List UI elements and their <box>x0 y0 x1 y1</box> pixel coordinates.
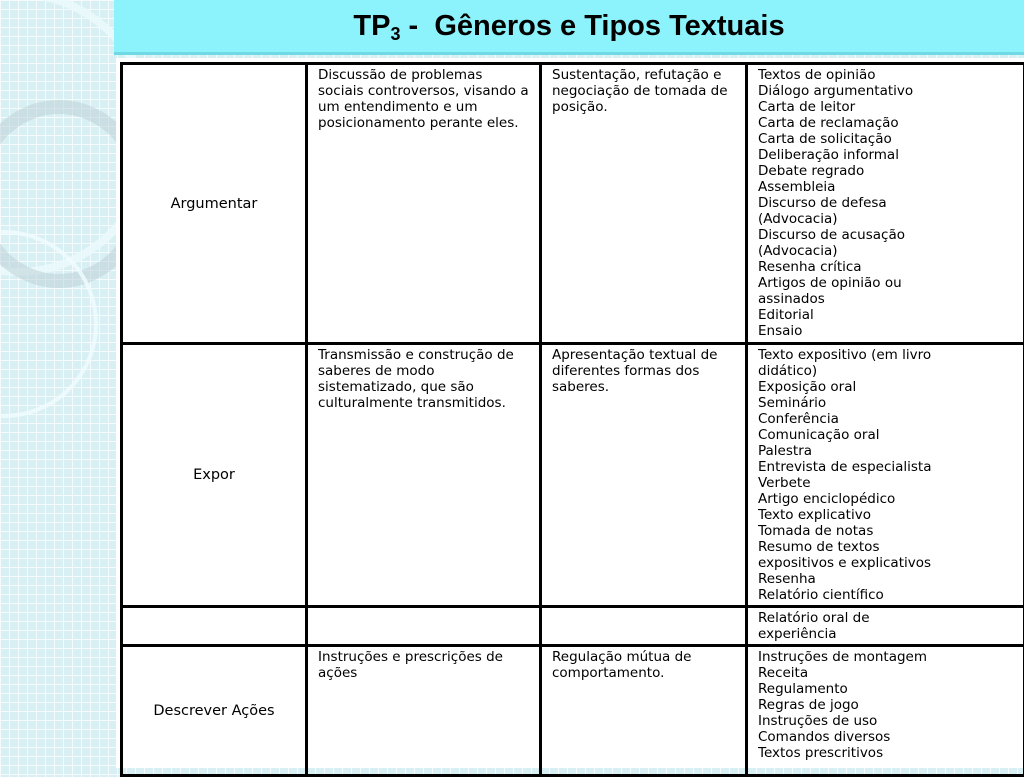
capacity-cell <box>122 64 307 344</box>
domain-text: Transmissão e construção de saberes de modo sistematizado, que são culturalmente transmitidos. <box>318 347 529 411</box>
title-bar <box>114 0 1024 55</box>
genres-table <box>120 62 1024 777</box>
table-row <box>122 64 1024 344</box>
genre-item: Carta de leitor <box>758 99 1013 115</box>
domain-text: Instruções e prescrições de ações <box>318 649 529 681</box>
genre-item: Verbete <box>758 475 1013 491</box>
genre-item: Relatório oral de <box>758 610 1013 626</box>
genre-item: Exposição oral <box>758 379 1013 395</box>
genre-item: Seminário <box>758 395 1013 411</box>
purpose-cell <box>541 646 747 776</box>
title-rest: - Gêneros e Tipos Textuais <box>400 10 784 42</box>
genre-item: Resumo de textos <box>758 539 1013 555</box>
genres-cell <box>747 64 1024 344</box>
domain-cell <box>307 646 541 776</box>
genre-item: (Advocacia) <box>758 243 1013 259</box>
genre-item: Debate regrado <box>758 163 1013 179</box>
domain-cell <box>307 344 541 607</box>
genre-item: Editorial <box>758 307 1013 323</box>
table-row <box>122 607 1024 646</box>
capacity-cell <box>122 607 307 646</box>
genre-item: Artigo enciclopédico <box>758 491 1013 507</box>
genre-item: Carta de reclamação <box>758 115 1013 131</box>
genre-item: Ensaio <box>758 323 1013 339</box>
genre-item: Texto expositivo (em livro <box>758 347 1013 363</box>
purpose-text: Sustentação, refutação e negociação de tomada de posição. <box>552 67 735 115</box>
genre-item: Texto explicativo <box>758 507 1013 523</box>
genre-item: Entrevista de especialista <box>758 459 1013 475</box>
genre-item: Instruções de montagem <box>758 649 1013 665</box>
capacity-cell <box>122 344 307 607</box>
table-row <box>122 646 1024 776</box>
genre-item: assinados <box>758 291 1013 307</box>
genre-item: Tomada de notas <box>758 523 1013 539</box>
genre-item: Deliberação informal <box>758 147 1013 163</box>
purpose-cell <box>541 64 747 344</box>
genre-item: Resenha <box>758 571 1013 587</box>
title-subscript: 3 <box>390 24 400 44</box>
genre-item: Resenha crítica <box>758 259 1013 275</box>
genre-item: Regulamento <box>758 681 1013 697</box>
purpose-cell <box>541 344 747 607</box>
genres-cell <box>747 646 1024 776</box>
capacity-label: Descrever Ações <box>133 703 295 719</box>
genre-item: Diálogo argumentativo <box>758 83 1013 99</box>
capacity-cell <box>122 646 307 776</box>
genre-item: Textos de opinião <box>758 67 1013 83</box>
genre-item: Receita <box>758 665 1013 681</box>
capacity-label: Argumentar <box>133 196 295 212</box>
domain-text: Discussão de problemas sociais controversos, visando a um entendimento e um posicionamento perante eles. <box>318 67 529 131</box>
capacity-label: Expor <box>133 467 295 483</box>
genre-item: didático) <box>758 363 1013 379</box>
genre-item: Conferência <box>758 411 1013 427</box>
genre-item: Instruções de uso <box>758 713 1013 729</box>
genre-item: Discurso de defesa <box>758 195 1013 211</box>
purpose-text: Regulação mútua de comportamento. <box>552 649 735 681</box>
genre-item: expositivos e explicativos <box>758 555 1013 571</box>
title-main: TP <box>353 10 390 42</box>
genre-item: Comunicação oral <box>758 427 1013 443</box>
genre-item: Palestra <box>758 443 1013 459</box>
genre-item: (Advocacia) <box>758 211 1013 227</box>
genre-item: experiência <box>758 626 1013 642</box>
slide-title <box>353 10 784 45</box>
genre-item: Regras de jogo <box>758 697 1013 713</box>
genre-item: Textos prescritivos <box>758 745 1013 761</box>
genre-item: Carta de solicitação <box>758 131 1013 147</box>
domain-cell <box>307 64 541 344</box>
genre-item: Comandos diversos <box>758 729 1013 745</box>
genres-cell <box>747 607 1024 646</box>
domain-cell <box>307 607 541 646</box>
table-row <box>122 344 1024 607</box>
purpose-cell <box>541 607 747 646</box>
genre-item: Artigos de opinião ou <box>758 275 1013 291</box>
genres-cell <box>747 344 1024 607</box>
genre-item: Discurso de acusação <box>758 227 1013 243</box>
genre-item: Relatório científico <box>758 587 1013 603</box>
genre-item: Assembleia <box>758 179 1013 195</box>
purpose-text: Apresentação textual de diferentes formas dos saberes. <box>552 347 735 395</box>
